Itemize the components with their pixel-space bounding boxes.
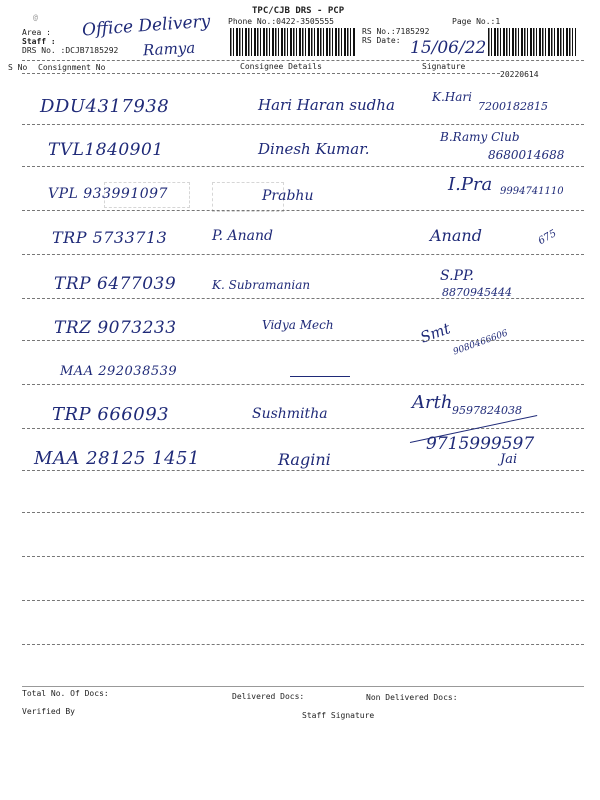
table-row (0, 130, 600, 176)
phone-note: 675 (536, 227, 559, 248)
non-delivered-docs-label: Non Delivered Docs: (366, 693, 458, 702)
col-consignee-details: Consignee Details (240, 62, 322, 71)
signature: I.Pra (448, 174, 493, 195)
signature: 9715999597 (426, 434, 535, 454)
signature: K.Hari (432, 90, 472, 104)
staff-label: Staff : (22, 37, 56, 46)
table-row (0, 318, 600, 358)
phone-note: 9994741110 (500, 186, 564, 197)
consignment-number: TRP 666093 (52, 404, 170, 425)
table-row (0, 174, 600, 222)
signature: B.Ramy Club (440, 130, 520, 144)
table-row (0, 228, 600, 264)
phone-number: Phone No.:0422-3505555 (228, 17, 334, 26)
rs-number: RS No.:7185292 (362, 27, 430, 36)
area-handwritten: Office Delivery (81, 11, 211, 41)
signature: Arth (412, 392, 453, 413)
total-docs-label: Total No. Of Docs: (22, 689, 109, 698)
phone-note: 8680014688 (488, 148, 565, 162)
consignment-number: MAA 28125 1451 (34, 448, 200, 469)
column-divider (22, 73, 500, 74)
consignee-name: Prabhu (262, 188, 314, 204)
col-consignment: Consignment No (38, 63, 106, 72)
consignment-number: TVL1840901 (48, 140, 164, 160)
table-row (0, 364, 600, 400)
signature: Smt (417, 319, 453, 347)
phone-note: Jai (500, 452, 518, 467)
consignment-number: TRP 5733713 (52, 228, 168, 247)
rs-date-label: RS Date: (362, 36, 401, 45)
staff-handwritten: Ramya (142, 38, 196, 60)
rs-barcode (488, 28, 576, 56)
signature: S.PP. (440, 268, 474, 284)
phone-note: 8870945444 (442, 286, 512, 299)
drs-number: DRS No. :DCJB7185292 (22, 46, 119, 55)
consignment-number: DDU4317938 (40, 96, 170, 117)
verified-by-label: Verified By (22, 707, 75, 716)
consignee-name: Hari Haran sudha (258, 96, 395, 114)
delivered-docs-label: Delivered Docs: (232, 692, 305, 701)
area-label: Area : (22, 28, 51, 37)
date-code: 20220614 (500, 70, 539, 79)
document-title: TPC/CJB DRS - PCP (252, 6, 345, 16)
consignment-number: MAA 292038539 (60, 364, 178, 379)
consignment-number: VPL 933991097 (48, 186, 168, 202)
table-row (0, 434, 600, 484)
rs-date-value: 15/06/22 (410, 38, 487, 58)
consignee-name: Ragini (278, 450, 331, 469)
consignee-name: K. Subramanian (212, 278, 311, 292)
consignee-name: Vidya Mech (262, 318, 334, 332)
header-divider (22, 60, 584, 61)
consignee-name: P. Anand (212, 228, 273, 244)
col-signature: Signature (422, 62, 466, 71)
corner-mark: @ (33, 13, 38, 22)
drs-barcode (230, 28, 355, 56)
staff-signature-label: Staff Signature (302, 711, 375, 720)
signature: Anand (430, 226, 482, 245)
table-row (0, 268, 600, 310)
phone-note: 9080466606 (452, 328, 510, 358)
phone-note: 9597824038 (452, 404, 522, 417)
page-number: Page No.:1 (452, 17, 501, 26)
consignee-name: Dinesh Kumar. (258, 140, 370, 158)
consignee-name: Sushmitha (252, 406, 328, 422)
table-row (0, 90, 600, 132)
consignment-number: TRZ 9073233 (54, 318, 177, 338)
col-sno: S No (8, 63, 28, 72)
dash-stroke (290, 376, 350, 377)
consignment-number: TRP 6477039 (54, 274, 177, 294)
phone-note: 7200182815 (478, 100, 548, 113)
